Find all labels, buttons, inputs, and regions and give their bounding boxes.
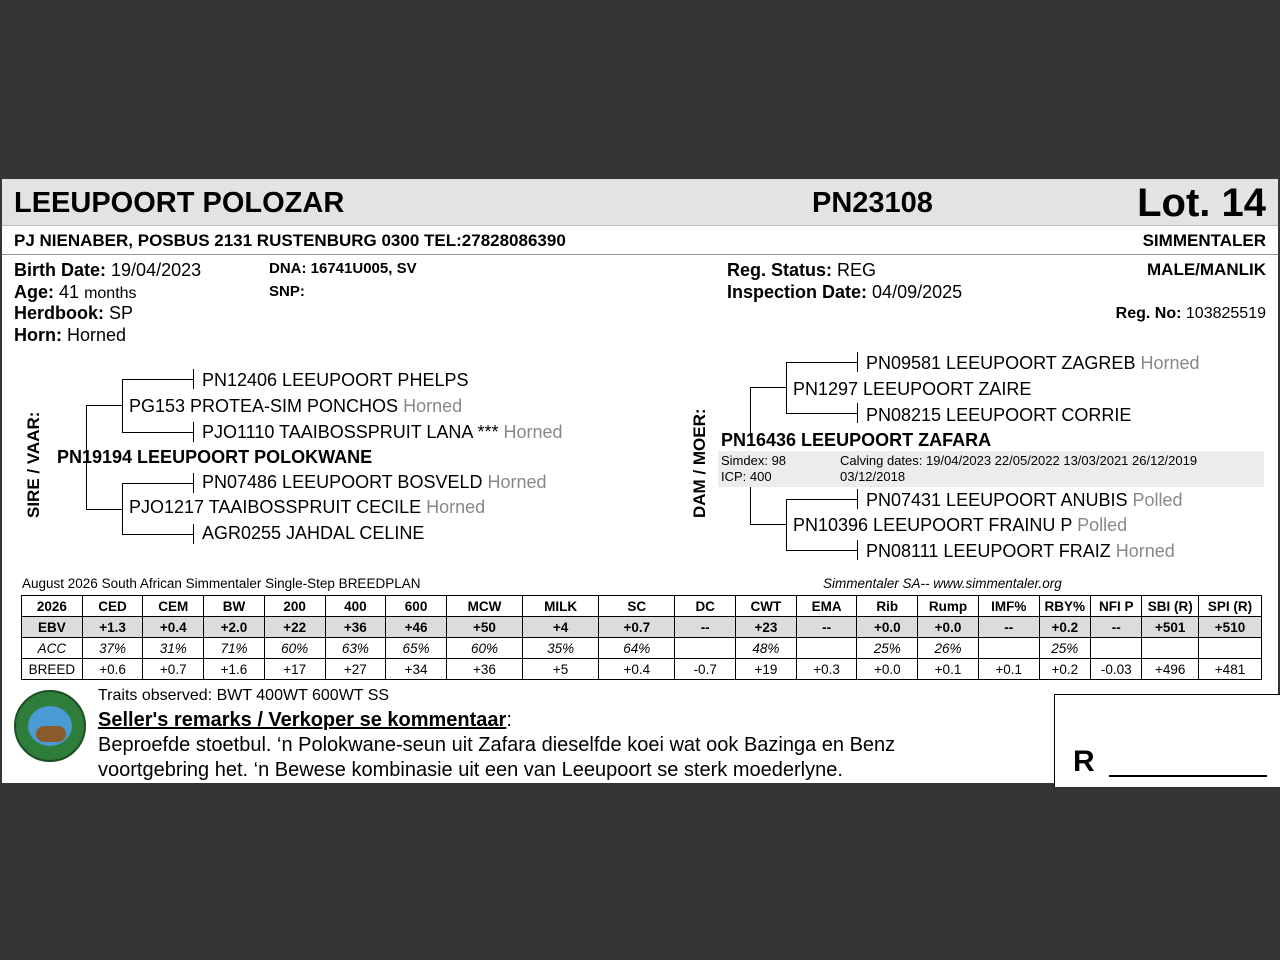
ebv-values-row: [22, 617, 1262, 638]
price-box: [1054, 694, 1280, 787]
herdbook: Herdbook: SP: [14, 303, 134, 323]
acc-cell: 48%: [736, 638, 797, 659]
sire-gd: PJO1217 TAAIBOSSPRUIT CECILE Horned: [129, 497, 486, 517]
ebv-cell: +0.4: [143, 617, 204, 638]
dna-info: DNA: 16741U005, SV: [269, 260, 417, 277]
ebv-cell: --: [796, 617, 857, 638]
breed-cell: +0.0: [857, 659, 918, 680]
sire-ggs2: PN07486 LEEUPOORT BOSVELD Horned: [202, 472, 547, 492]
inspection-date: Inspection Date: 04/09/2025: [727, 282, 963, 302]
headers-cell: SBI (R): [1142, 596, 1199, 617]
breed-cell: +0.6: [82, 659, 143, 680]
breed-cell: +0.1: [978, 659, 1039, 680]
headers-cell: IMF%: [978, 596, 1039, 617]
breedplan-website: Simmentaler SA-- www.simmentaler.org: [823, 576, 1062, 591]
dam-side-label: DAM / MOER:: [690, 408, 709, 518]
breed-cell: +19: [736, 659, 797, 680]
sire-main: PN19194 LEEUPOORT POLOKWANE: [57, 447, 373, 467]
ebv-cell: --: [675, 617, 736, 638]
ebv-cell: +23: [736, 617, 797, 638]
acc-cell: [675, 638, 736, 659]
animal-pn: PN23108: [812, 187, 933, 219]
headers-cell: 400: [325, 596, 386, 617]
headers-cell: MILK: [523, 596, 599, 617]
sire-gs: PG153 PROTEA-SIM PONCHOS Horned: [129, 396, 463, 416]
breed-cell: +0.7: [143, 659, 204, 680]
remarks-title: Seller's remarks / Verkoper se kommentaar:: [98, 709, 512, 731]
remarks-line-2: voortgebring het. ‘n Bewese kombinasie uit een van Leeupoort se sterk moederlyne.: [98, 759, 843, 781]
headers-cell: 200: [264, 596, 325, 617]
acc-cell: 35%: [523, 638, 599, 659]
ebv-cell: +22: [264, 617, 325, 638]
dam-simdex: Simdex: 98: [721, 453, 787, 468]
sire-ggd2: AGR0255 JAHDAL CELINE: [202, 523, 425, 543]
sex: MALE/MANLIK: [1147, 260, 1266, 279]
headers-cell: RBY%: [1039, 596, 1090, 617]
headers-cell: CWT: [736, 596, 797, 617]
birth-date: Birth Date: 19/04/2023: [14, 260, 202, 280]
breed-cell: +17: [264, 659, 325, 680]
breed-cell: +34: [386, 659, 447, 680]
ebv-cell: +2.0: [204, 617, 265, 638]
breed-cell: +27: [325, 659, 386, 680]
ebv-cell: +0.7: [599, 617, 675, 638]
cow-icon: [36, 726, 66, 742]
acc-cell: 25%: [1039, 638, 1090, 659]
ebv-cell: +4: [523, 617, 599, 638]
breedplan-title: August 2026 South African Simmentaler Single-Step BREEDPLAN: [22, 576, 421, 591]
breed-cell: +1.6: [204, 659, 265, 680]
breed-cell: +0.4: [599, 659, 675, 680]
headers-cell: 2026: [22, 596, 83, 617]
simmentaler-logo: [14, 690, 86, 762]
headers-cell: Rump: [918, 596, 979, 617]
reg-number: Reg. No: 103825519: [1115, 305, 1266, 322]
acc-cell: [1142, 638, 1199, 659]
acc-cell: 31%: [143, 638, 204, 659]
ebv-cell: +36: [325, 617, 386, 638]
headers-cell: SC: [599, 596, 675, 617]
headers-cell: BW: [204, 596, 265, 617]
breed-cell: +5: [523, 659, 599, 680]
headers-cell: 600: [386, 596, 447, 617]
acc-cell: [978, 638, 1039, 659]
ebv-table: [21, 595, 1262, 680]
breed-cell: +36: [446, 659, 522, 680]
ebv-cell: --: [1091, 617, 1142, 638]
acc-cell: 65%: [386, 638, 447, 659]
ebv-cell: EBV: [22, 617, 83, 638]
ebv-cell: +0.2: [1039, 617, 1090, 638]
breed-cell: -0.7: [675, 659, 736, 680]
breed-cell: +496: [1142, 659, 1199, 680]
ebv-cell: +46: [386, 617, 447, 638]
snp-info: SNP:: [269, 283, 305, 300]
breed-cell: -0.03: [1091, 659, 1142, 680]
headers-cell: CEM: [143, 596, 204, 617]
breed-cell: +0.3: [796, 659, 857, 680]
dam-gd: PN10396 LEEUPOORT FRAINU P Polled: [793, 515, 1128, 535]
breed-values-row: [22, 659, 1262, 680]
owner-address: PJ NIENABER, POSBUS 2131 RUSTENBURG 0300 TEL:27828086390: [14, 231, 566, 250]
headers-cell: EMA: [796, 596, 857, 617]
dam-icp: ICP: 400: [721, 469, 772, 484]
acc-cell: 26%: [918, 638, 979, 659]
acc-values-row: [22, 638, 1262, 659]
reg-status: Reg. Status: REG: [727, 260, 877, 280]
ebv-cell: +510: [1199, 617, 1262, 638]
acc-cell: [796, 638, 857, 659]
headers-cell: Rib: [857, 596, 918, 617]
ebv-header-row: [22, 596, 1262, 617]
ebv-cell: +50: [446, 617, 522, 638]
headers-cell: NFI P: [1091, 596, 1142, 617]
remarks-line-1: Beproefde stoetbul. ‘n Polokwane-seun uit Zafara dieselfde koei wat ook Bazinga en Benz: [98, 734, 896, 756]
ebv-cell: --: [978, 617, 1039, 638]
ebv-cell: +0.0: [918, 617, 979, 638]
sire-ggd1: PJO1110 TAAIBOSSPRUIT LANA *** Horned: [202, 422, 563, 442]
acc-cell: [1199, 638, 1262, 659]
price-line[interactable]: [1109, 775, 1267, 777]
age: Age: 41 months: [14, 282, 137, 302]
dam-calving-dates: Calving dates: 19/04/2023 22/05/2022 13/03/2021 26/12/2019: [840, 453, 1198, 468]
dam-main: PN16436 LEEUPOORT ZAFARA: [721, 430, 992, 450]
owner-bar: [2, 226, 1278, 255]
lot-card: [2, 179, 1278, 783]
acc-cell: 71%: [204, 638, 265, 659]
acc-cell: ACC: [22, 638, 83, 659]
breed-cell: +0.2: [1039, 659, 1090, 680]
dam-gs: PN1297 LEEUPOORT ZAIRE: [793, 379, 1032, 399]
ebv-cell: +1.3: [82, 617, 143, 638]
acc-cell: 64%: [599, 638, 675, 659]
animal-name: LEEUPOORT POLOZAR: [14, 187, 345, 219]
dam-ggd2: PN08111 LEEUPOORT FRAIZ Horned: [866, 541, 1175, 561]
acc-cell: 60%: [446, 638, 522, 659]
traits-observed: Traits observed: BWT 400WT 600WT SS: [98, 687, 390, 704]
acc-cell: 60%: [264, 638, 325, 659]
headers-cell: SPI (R): [1199, 596, 1262, 617]
sire-side-label: SIRE / VAAR:: [24, 411, 43, 518]
headers-cell: CED: [82, 596, 143, 617]
header-bar: [2, 179, 1278, 226]
acc-cell: 25%: [857, 638, 918, 659]
breed-cell: +0.1: [918, 659, 979, 680]
lot-number: Lot. 14: [1137, 181, 1266, 225]
headers-cell: MCW: [446, 596, 522, 617]
ebv-cell: +501: [1142, 617, 1199, 638]
dam-ggs2: PN07431 LEEUPOORT ANUBIS Polled: [866, 490, 1183, 510]
ebv-cell: +0.0: [857, 617, 918, 638]
headers-cell: DC: [675, 596, 736, 617]
acc-cell: 37%: [82, 638, 143, 659]
dam-ggd1: PN08215 LEEUPOORT CORRIE: [866, 405, 1132, 425]
dam-ggs1: PN09581 LEEUPOORT ZAGREB Horned: [866, 353, 1200, 373]
horn-status: Horn: Horned: [14, 325, 127, 345]
breed-cell: +481: [1199, 659, 1262, 680]
breed-name: SIMMENTALER: [1142, 231, 1266, 250]
sire-ggs1: PN12406 LEEUPOORT PHELPS: [202, 370, 469, 390]
dam-calving-dates-2: 03/12/2018: [840, 469, 906, 484]
acc-cell: [1091, 638, 1142, 659]
breed-cell: BREED: [22, 659, 83, 680]
price-prefix: R: [1073, 745, 1095, 778]
acc-cell: 63%: [325, 638, 386, 659]
